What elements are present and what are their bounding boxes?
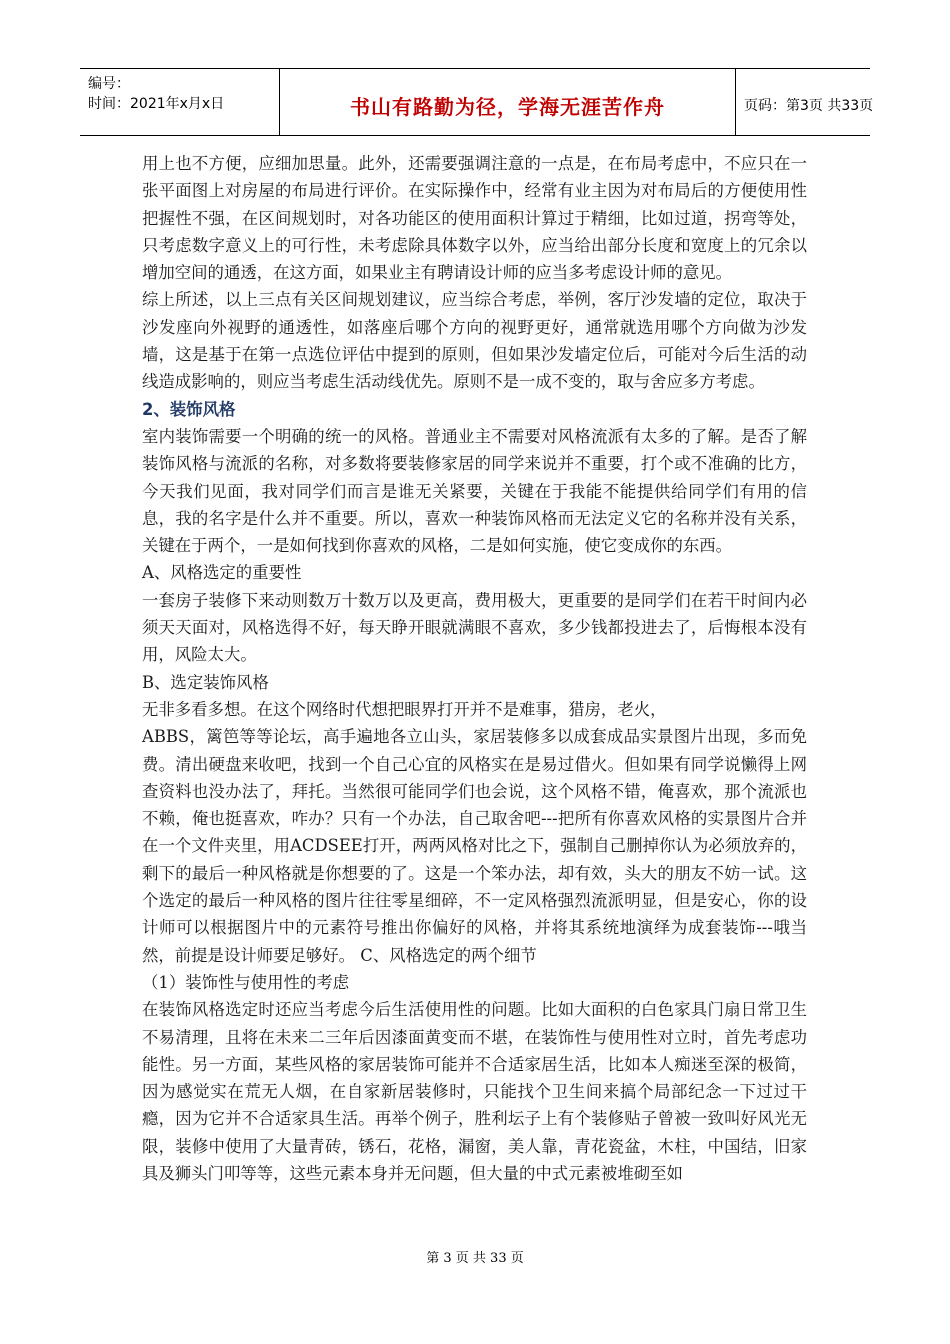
- document-date-label: 时间：2021年x月x日: [88, 96, 225, 112]
- header-motto-cell: [280, 69, 736, 135]
- page-footer: 第 3 页 共 33 页: [426, 1251, 524, 1266]
- document-body: [142, 150, 807, 1187]
- header-motto: 书山有路勤为径，学海无涯苦作舟: [350, 95, 665, 119]
- section-heading: 2、装饰风格: [142, 399, 236, 419]
- paragraph: 综上所述，以上三点有关区间规划建议，应当综合考虑，举例，客厅沙发墙的定位，取决于沙发座向外视野的通透性，如落座后哪个方向的视野更好，通常就选用哪个方向做为沙发墙，这是基于在第一点选位评估中提到的原则，但如果沙发墙定位后，可能对今后生活的动线造成影响的，则应当考虑生活动线优先。原则不是一成不变的，取与舍应多方考虑。: [142, 290, 807, 392]
- subsection-heading: B、选定装饰风格: [142, 672, 269, 692]
- document-number-label: 编号：: [88, 76, 130, 92]
- paragraph: 无非多看多想。在这个网络时代想把眼界打开并不是难事，猎房，老火，: [142, 699, 667, 719]
- paragraph: 室内装饰需要一个明确的统一的风格。普通业主不需要对风格流派有太多的了解。是否了解装饰风格与流派的名称，对多数将要装修家居的同学来说并不重要，打个或不准确的比方，今天我们见面，我对同学们而言是谁无关紧要，关键在于我能不能提供给同学们有用的信息，我的名字是什么并不重要。所以，喜欢一种装饰风格而无法定义它的名称并没有关系，关键在于两个，一是如何找到你喜欢的风格，二是如何实施，使它变成你的东西。: [142, 426, 807, 556]
- subsection-heading: （1）装饰性与使用性的考虑: [142, 972, 350, 992]
- header-info-cell: [80, 69, 280, 135]
- subsection-heading: A、风格选定的重要性: [142, 563, 302, 583]
- header-page-info: 页码：第3页 共33页: [744, 98, 874, 114]
- header-page-cell: [736, 69, 874, 135]
- header-table: [80, 68, 874, 136]
- paragraph: ABBS，篱笆等等论坛，高手遍地各立山头，家居装修多以成套成品实景图片出现，多而免费。清出硬盘来收吧，找到一个自己心宜的风格实在是易过借火。但如果有同学说懒得上网查资料也没办法了，拜托。当然很可能同学们也会说，这个风格不错，俺喜欢，那个流派也不赖，俺也挺喜欢，咋办？只有一个办法，自己取舍吧---把所有你喜欢风格的实景图片合并在一个文件夹里，用ACDSEE打开，两两风格对比之下，强制自己删掉你认为必须放弃的，剩下的最后一种风格就是你想要的了。这是一个笨办法，却有效，头大的朋友不妨一试。这个选定的最后一种风格的图片往往零星细碎，不一定风格强烈流派明显，但是安心，你的设计师可以根据图片中的元素符号推出你偏好的风格，并将其系统地演绎为成套装饰---哦当然，前提是设计师要足够好。 C、风格选定的两个细节: [142, 727, 807, 965]
- paragraph: 在装饰风格选定时还应当考虑今后生活使用性的问题。比如大面积的白色家具门扇日常卫生不易清理，且将在未来二三年后因漆面黄变而不堪，在装饰性与使用性对立时，首先考虑功能性。另一方面，某些风格的家居装饰可能并不合适家居生活，比如本人痴迷至深的极简，因为感觉实在荒无人烟，在自家新居装修时，只能找个卫生间来搞个局部纪念一下过过干瘾，因为它并不合适家具生活。再举个例子，胜利坛子上有个装修贴子曾被一致叫好风光无限，装修中使用了大量青砖，锈石，花格，漏窗，美人靠，青花瓷盆，木柱，中国结，旧家具及狮头门叩等等，这些元素本身并无问题，但大量的中式元素被堆砌至如: [142, 1000, 807, 1183]
- paragraph: 用上也不方便，应细加思量。此外，还需要强调注意的一点是，在布局考虑中，不应只在一张平面图上对房屋的布局进行评价。在实际操作中，经常有业主因为对布局后的方便使用性把握性不强，在区间规划时，对各功能区的使用面积计算过于精细，比如过道，拐弯等处，只考虑数字意义上的可行性，未考虑除具体数字以外，应当给出部分长度和宽度上的冗余以增加空间的通透，在这方面，如果业主有聘请设计师的应当多考虑设计师的意见。: [142, 154, 807, 283]
- paragraph: 一套房子装修下来动则数万十数万以及更高，费用极大，更重要的是同学们在若干时间内必须天天面对，风格选得不好，每天睁开眼就满眼不喜欢，多少钱都投进去了，后悔根本没有用，风险太大。: [142, 590, 807, 665]
